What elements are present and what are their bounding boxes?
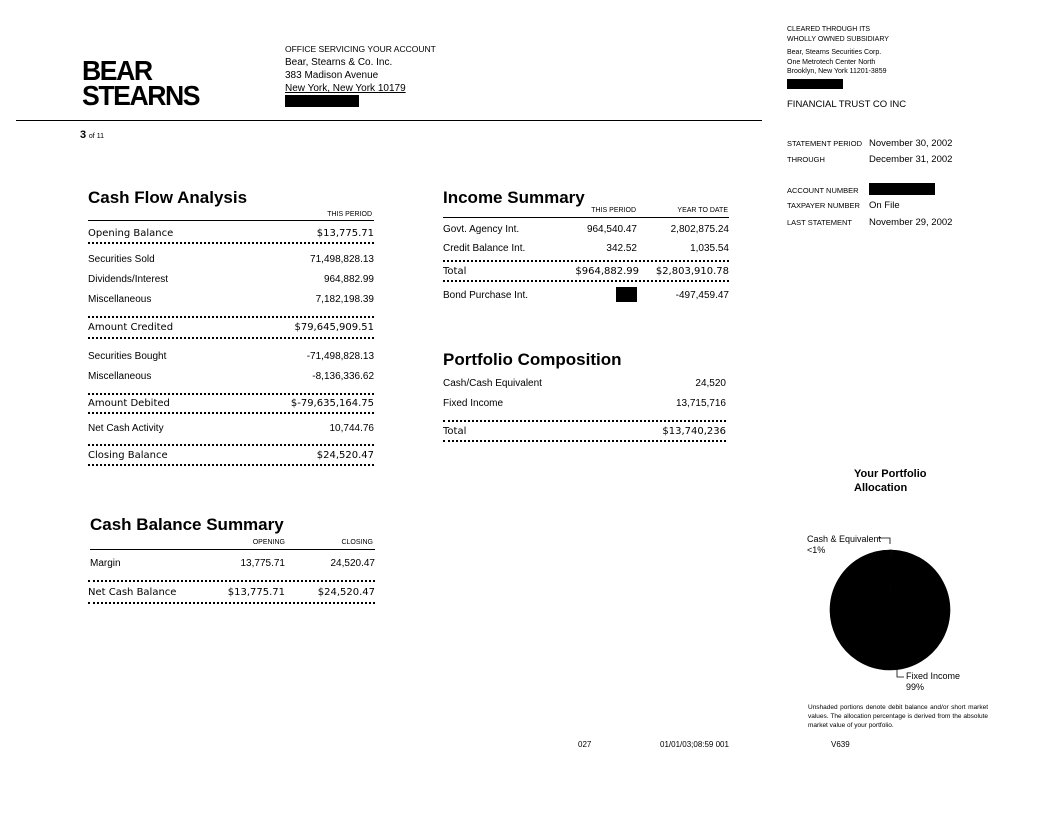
page-number (80, 129, 104, 141)
dotted-divider (88, 393, 374, 395)
row-value: $-79,635,164.75 (290, 398, 374, 409)
row-opening: $13,775.71 (227, 587, 285, 598)
dotted-divider (88, 602, 375, 604)
office-address (285, 43, 436, 111)
dotted-divider (88, 580, 375, 582)
row-value: 7,182,198.39 (315, 294, 374, 305)
account-number (787, 186, 859, 195)
page-current: 3 (80, 129, 87, 141)
row-value: $13,740,236 (662, 426, 726, 437)
row-value: 13,715,716 (675, 398, 726, 409)
row-label: Amount Debited (88, 398, 170, 409)
row-label: Total (443, 426, 467, 437)
redaction-block (787, 79, 843, 89)
logo-line1: BEAR (82, 55, 152, 86)
row-value: -71,498,828.13 (306, 351, 374, 362)
row-label: Total (443, 266, 467, 277)
row-label: Miscellaneous (88, 371, 152, 382)
cash-balance-col-closing: CLOSING (341, 539, 373, 546)
row-label: Margin (90, 558, 121, 569)
divider (88, 220, 374, 221)
income-col-ytd: YEAR TO DATE (677, 207, 728, 214)
office-line2: 383 Madison Avenue (285, 70, 379, 81)
row-closing: 24,520.47 (330, 558, 375, 569)
row-label: Govt. Agency Int. (443, 224, 520, 235)
clearing-line1: CLEARED THROUGH ITS (787, 26, 871, 33)
through-label: THROUGH (787, 155, 825, 164)
row-value: 10,744.76 (329, 423, 374, 434)
statement-period (787, 138, 953, 149)
portfolio-title: Portfolio Composition (443, 350, 622, 369)
dotted-divider (88, 242, 374, 244)
redaction-block (869, 183, 935, 195)
row-label: Bond Purchase Int. (443, 290, 529, 301)
allocation-footnote: Unshaded portions denote debit balance and/or short market values. The allocation percentage is derived from the absolute market value of your portfolio. (808, 704, 988, 729)
dotted-divider (88, 412, 374, 414)
office-line1: Bear, Stearns & Co. Inc. (285, 57, 393, 68)
clearing-line2: WHOLLY OWNED SUBSIDIARY (787, 35, 889, 43)
legend-cash-pct: <1% (807, 545, 826, 555)
clearing-line4: One Metrotech Center North (787, 58, 876, 66)
legend-fixed-label: Fixed Income (906, 671, 961, 681)
dotted-divider (88, 444, 374, 446)
pie-slice-fixed-income (830, 550, 950, 670)
cash-balance-section (90, 515, 284, 535)
allocation-pie-chart (780, 520, 980, 695)
row-value: 24,520 (695, 378, 726, 389)
bear-stearns-logo (82, 55, 200, 111)
dotted-divider (88, 464, 374, 466)
header-rule (16, 120, 762, 121)
row-ytd: 2,802,875.24 (670, 224, 729, 235)
dotted-divider (443, 420, 726, 422)
page-total: of 11 (88, 133, 104, 140)
row-value: 71,498,828.13 (310, 254, 374, 265)
dotted-divider (443, 280, 729, 282)
allocation-title-line1: Your Portfolio (854, 468, 927, 480)
legend-cash-label: Cash & Equivalent (807, 534, 882, 544)
row-label: Dividends/Interest (88, 274, 169, 285)
income-title: Income Summary (443, 188, 585, 207)
client-name: FINANCIAL TRUST CO INC (787, 99, 907, 110)
row-ytd: $2,803,910.78 (655, 266, 729, 277)
row-value: 964,882.99 (323, 274, 374, 285)
footer-code2: 01/01/03;08:59 001 (660, 740, 729, 749)
office-line3: New York, New York 10179 (285, 83, 406, 94)
income-section (443, 188, 585, 208)
taxpayer-label: TAXPAYER NUMBER (787, 201, 860, 210)
redaction-block (616, 287, 637, 302)
last-statement-label: LAST STATEMENT (787, 218, 853, 227)
row-value: $24,520.47 (316, 450, 374, 461)
row-label: Net Cash Balance (88, 587, 177, 598)
row-label: Amount Credited (88, 322, 174, 333)
cash-flow-title: Cash Flow Analysis (88, 188, 248, 207)
cash-balance-col-opening: OPENING (252, 539, 285, 546)
row-label: Miscellaneous (88, 294, 152, 305)
row-value: $79,645,909.51 (294, 322, 374, 333)
clearing-line5: Brooklyn, New York 11201-3859 (787, 68, 887, 75)
row-label: Cash/Cash Equivalent (443, 378, 542, 389)
dotted-divider (88, 316, 374, 318)
row-value: -8,136,336.62 (312, 371, 374, 382)
row-label: Closing Balance (88, 450, 168, 461)
row-ytd: -497,459.47 (675, 290, 729, 301)
through-value: December 31, 2002 (869, 154, 953, 165)
row-value: $13,775.71 (316, 228, 374, 239)
divider (90, 549, 375, 550)
last-statement-value: November 29, 2002 (869, 217, 953, 228)
row-opening: 13,775.71 (240, 558, 285, 569)
divider (443, 217, 729, 218)
dotted-divider (443, 440, 726, 442)
allocation-title-line2: Allocation (854, 482, 908, 494)
row-ytd: 1,035.54 (690, 243, 729, 254)
row-label: Securities Bought (88, 351, 167, 362)
portfolio-section (443, 350, 621, 370)
row-label: Net Cash Activity (88, 423, 164, 434)
row-label: Opening Balance (88, 228, 174, 239)
cash-flow-section (88, 188, 247, 208)
clearing-info (787, 25, 906, 110)
row-period: $964,882.99 (575, 266, 639, 277)
taxpayer-number (787, 200, 900, 211)
statement-period-value: November 30, 2002 (869, 138, 953, 149)
row-closing: $24,520.47 (317, 587, 375, 598)
clearing-line3: Bear, Stearns Securities Corp. (787, 49, 882, 56)
pie-group (830, 550, 950, 670)
account-label: ACCOUNT NUMBER (787, 186, 859, 195)
office-header: OFFICE SERVICING YOUR ACCOUNT (285, 44, 436, 54)
footer-code1: 027 (578, 740, 592, 749)
last-statement (787, 217, 953, 228)
cash-flow-col-header: THIS PERIOD (327, 211, 372, 218)
row-period: 964,540.47 (586, 224, 637, 235)
row-label: Securities Sold (88, 254, 155, 265)
leader-line-cash (878, 538, 890, 544)
statement-period-label: STATEMENT PERIOD (787, 139, 863, 148)
row-period: 342.52 (606, 243, 637, 254)
row-label: Fixed Income (443, 398, 504, 409)
legend-fixed-pct: 99% (906, 682, 925, 692)
allocation-title (854, 467, 927, 495)
logo-line2: STEARNS (82, 80, 200, 111)
income-col-period: THIS PERIOD (591, 207, 636, 214)
statement-through (787, 154, 953, 165)
redaction-block (285, 95, 359, 107)
cash-balance-title: Cash Balance Summary (90, 515, 284, 534)
footer-code3: V639 (831, 740, 850, 749)
taxpayer-value: On File (869, 200, 900, 211)
row-label: Credit Balance Int. (443, 243, 526, 254)
dotted-divider (88, 337, 374, 339)
dotted-divider (443, 260, 729, 262)
